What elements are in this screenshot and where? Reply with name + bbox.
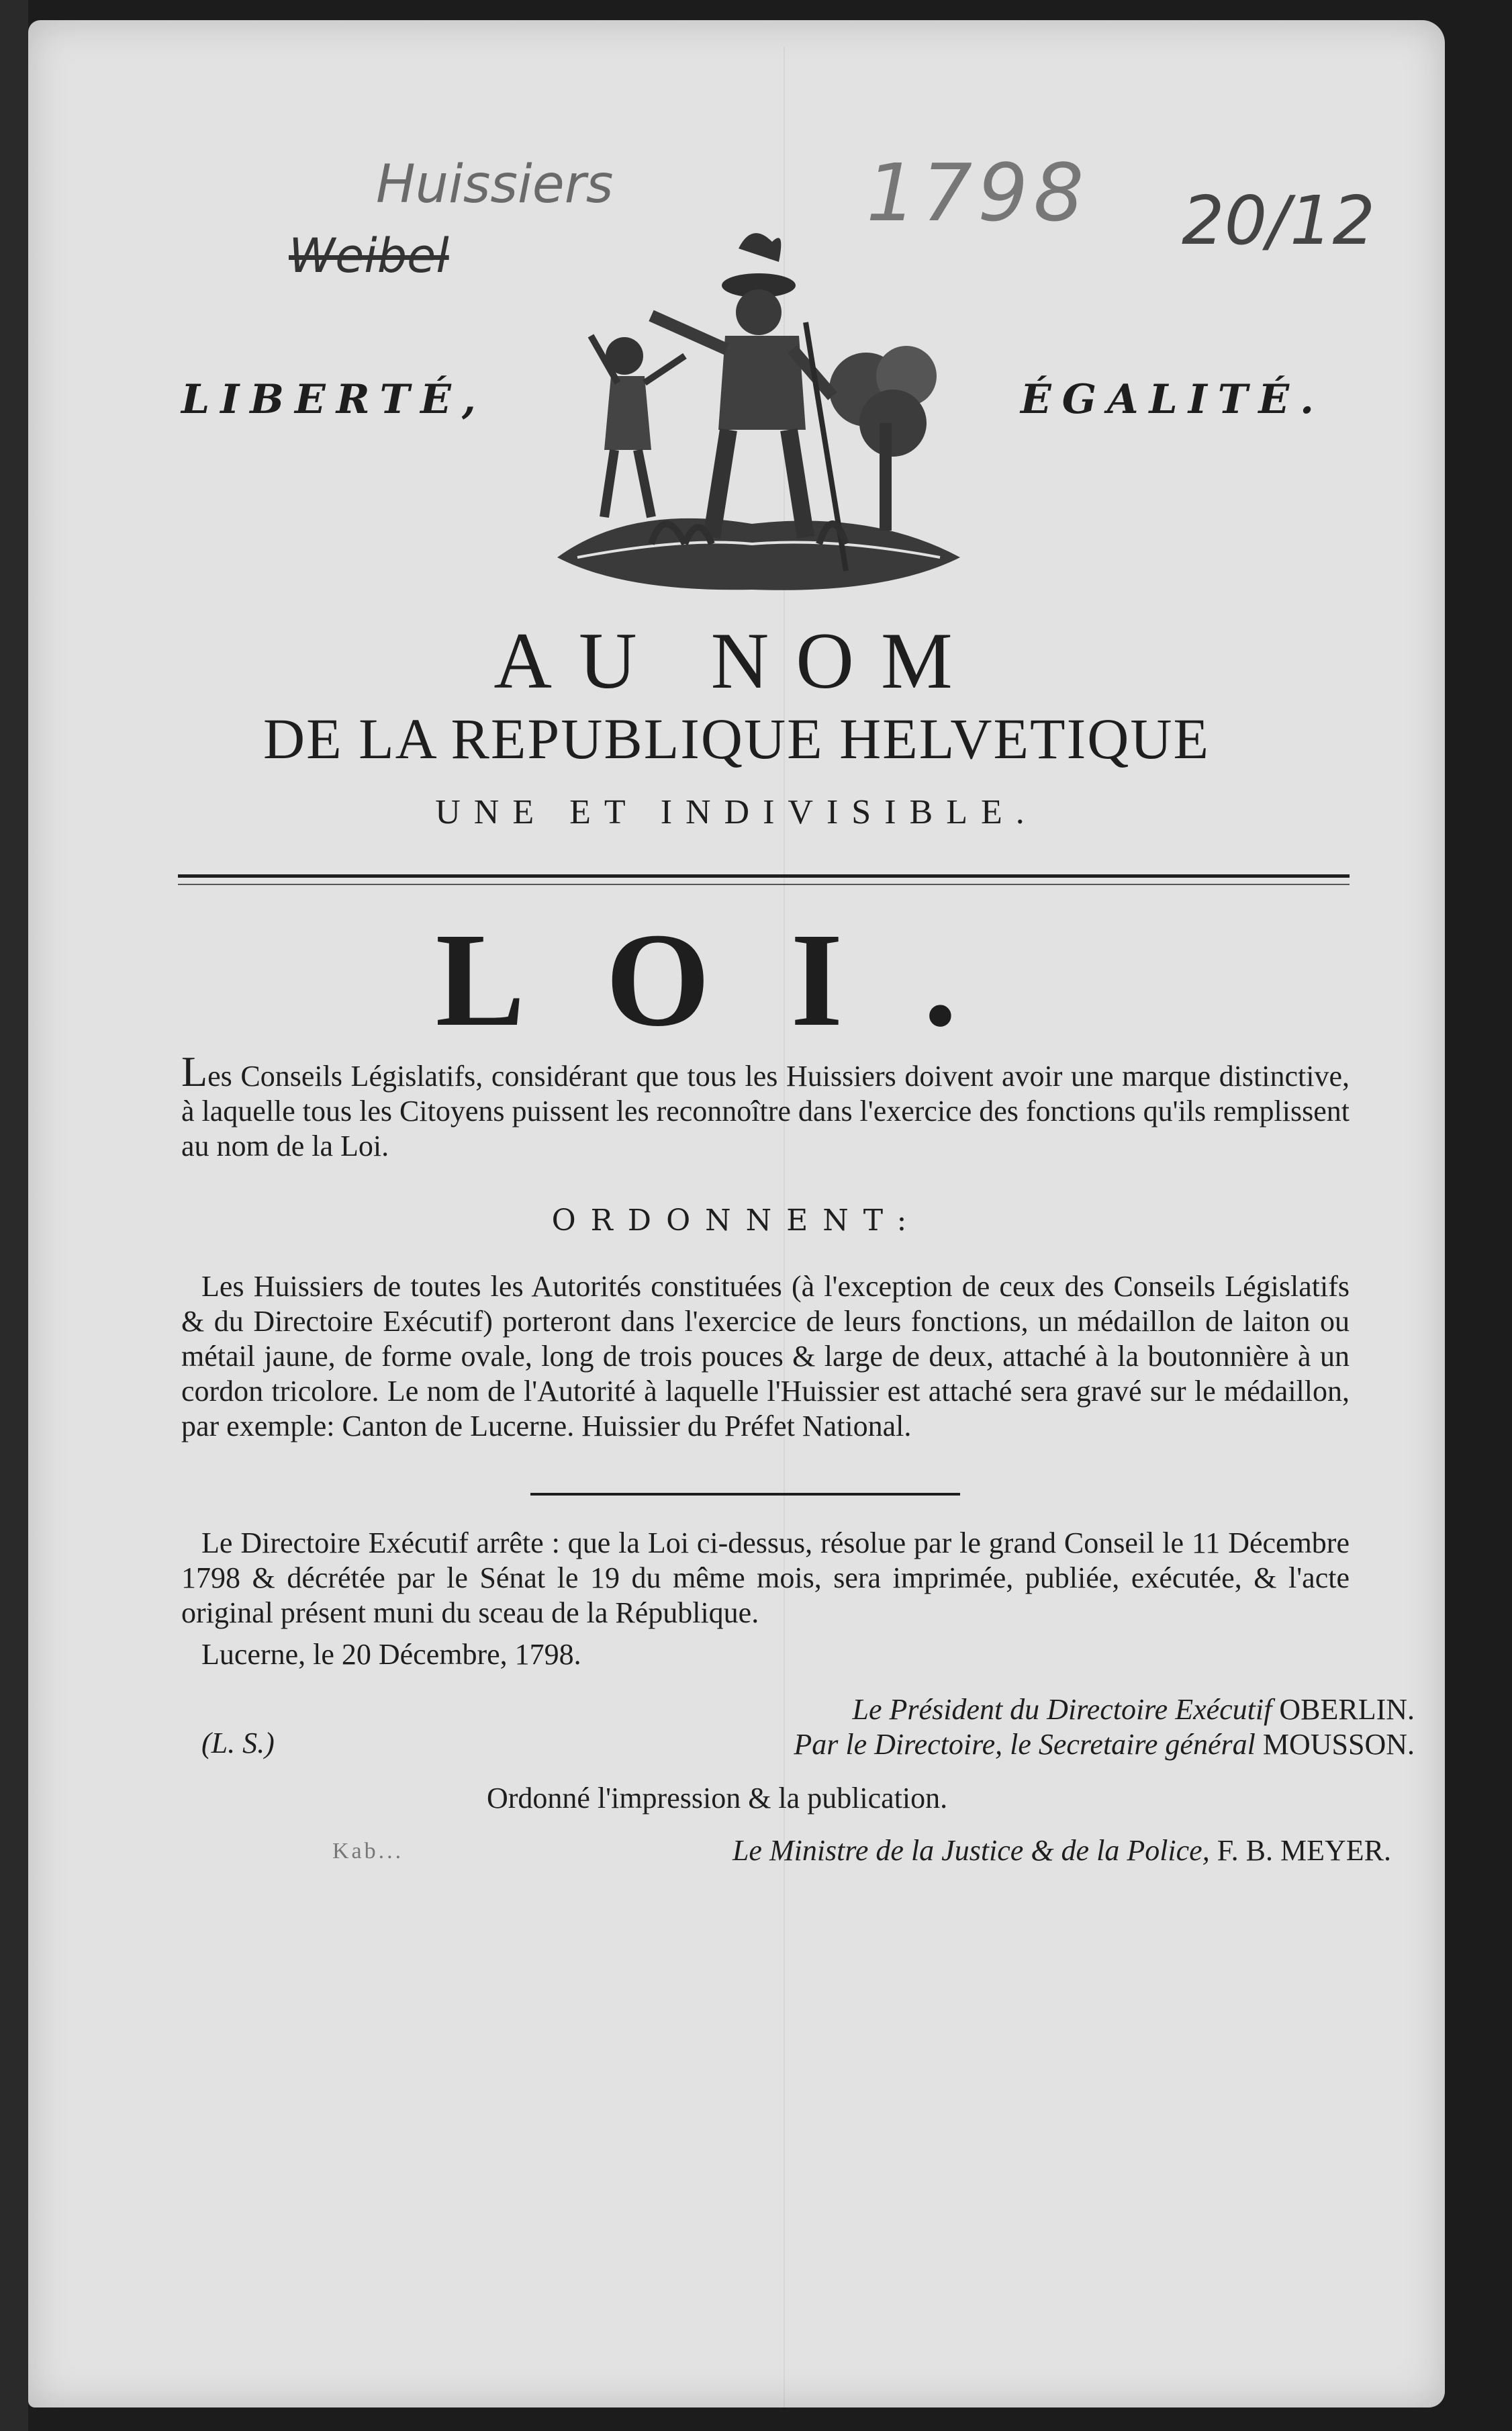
minister-name: F. B. MEYER.: [1217, 1834, 1391, 1867]
motto-liberte: LIBERTÉ,: [181, 376, 487, 423]
divider-top-thin: [178, 884, 1350, 885]
preamble-text: es Conseils Législatifs, considérant que tous les Huissiers doivent avoir une marque distinctive, à laquelle tous les Citoyens puissent les reconnoître dans l'exercice des fonctions qu'ils remplissent au nom de la Loi.: [181, 1060, 1350, 1162]
scan-edge-strip: [0, 0, 28, 2431]
divider-middle: [530, 1493, 960, 1496]
heading-une-indivisible: UNE ET INDIVISIBLE.: [435, 793, 1038, 831]
emblem-woodcut: [551, 222, 967, 598]
faded-stamp: Kab...: [332, 1839, 404, 1864]
president-title: Le Président du Directoire Exécutif: [852, 1693, 1272, 1726]
publication-order: Ordonné l'impression & la publication.: [487, 1782, 948, 1815]
motto-egalite: ÉGALITÉ.: [1021, 376, 1325, 423]
article-paragraph: Les Huissiers de toutes les Autorités constituées (à l'exception de ceux des Conseils Législatifs & du Directoire Exécutif) porteront dans l'exercice de leurs fonctions, un médaillon de laiton ou métail jaune, de forme ovale, long de trois pouces & large de deux, attaché à la boutonnière à un cordon tricolore. Le nom de l'Autorité à laquelle l'Huissier est attaché sera gravé sur le médaillon, par exemple: Canton de Lucerne. Huissier du Préfet National.: [181, 1270, 1350, 1442]
president-name: OBERLIN.: [1279, 1693, 1415, 1726]
minister-title: Le Ministre de la Justice & de la Police,: [732, 1834, 1210, 1867]
secretary-signature: [794, 1727, 1415, 1761]
president-signature: [853, 1692, 1415, 1727]
seal-mark: (L. S.): [201, 1727, 275, 1759]
handwritten-year: 1798: [866, 146, 1090, 239]
secretary-title: Par le Directoire, le Secretaire général: [794, 1728, 1256, 1761]
title-loi: LOI.: [435, 906, 1038, 1054]
heading-republic: DE LA REPUBLIQUE HELVETIQUE: [263, 706, 1210, 771]
handwritten-ref: 20/12: [1182, 181, 1376, 260]
decree-paragraph: Le Directoire Exécutif arrête : que la Loi ci-dessus, résolue par le grand Conseil le 11 Décembre 1798 & décrétée par le Sénat le 19 du même mois, sera imprimée, publiée, exécutée, & l'acte original présent muni du sceau de la République.: [181, 1526, 1350, 1629]
preamble-paragraph: [181, 1048, 1350, 1164]
ordonnent-heading: ORDONNENT:: [551, 1203, 922, 1238]
handwritten-scribble: Weibel: [289, 228, 449, 283]
preamble-initial: L: [181, 1048, 208, 1095]
secretary-name: MOUSSON.: [1262, 1728, 1415, 1761]
minister-signature: [733, 1833, 1391, 1868]
heading-au-nom: AU NOM: [493, 616, 980, 705]
date-line: Lucerne, le 20 Décembre, 1798.: [201, 1638, 581, 1671]
divider-top: [178, 874, 1350, 878]
handwritten-topic: Huissiers: [376, 154, 614, 215]
